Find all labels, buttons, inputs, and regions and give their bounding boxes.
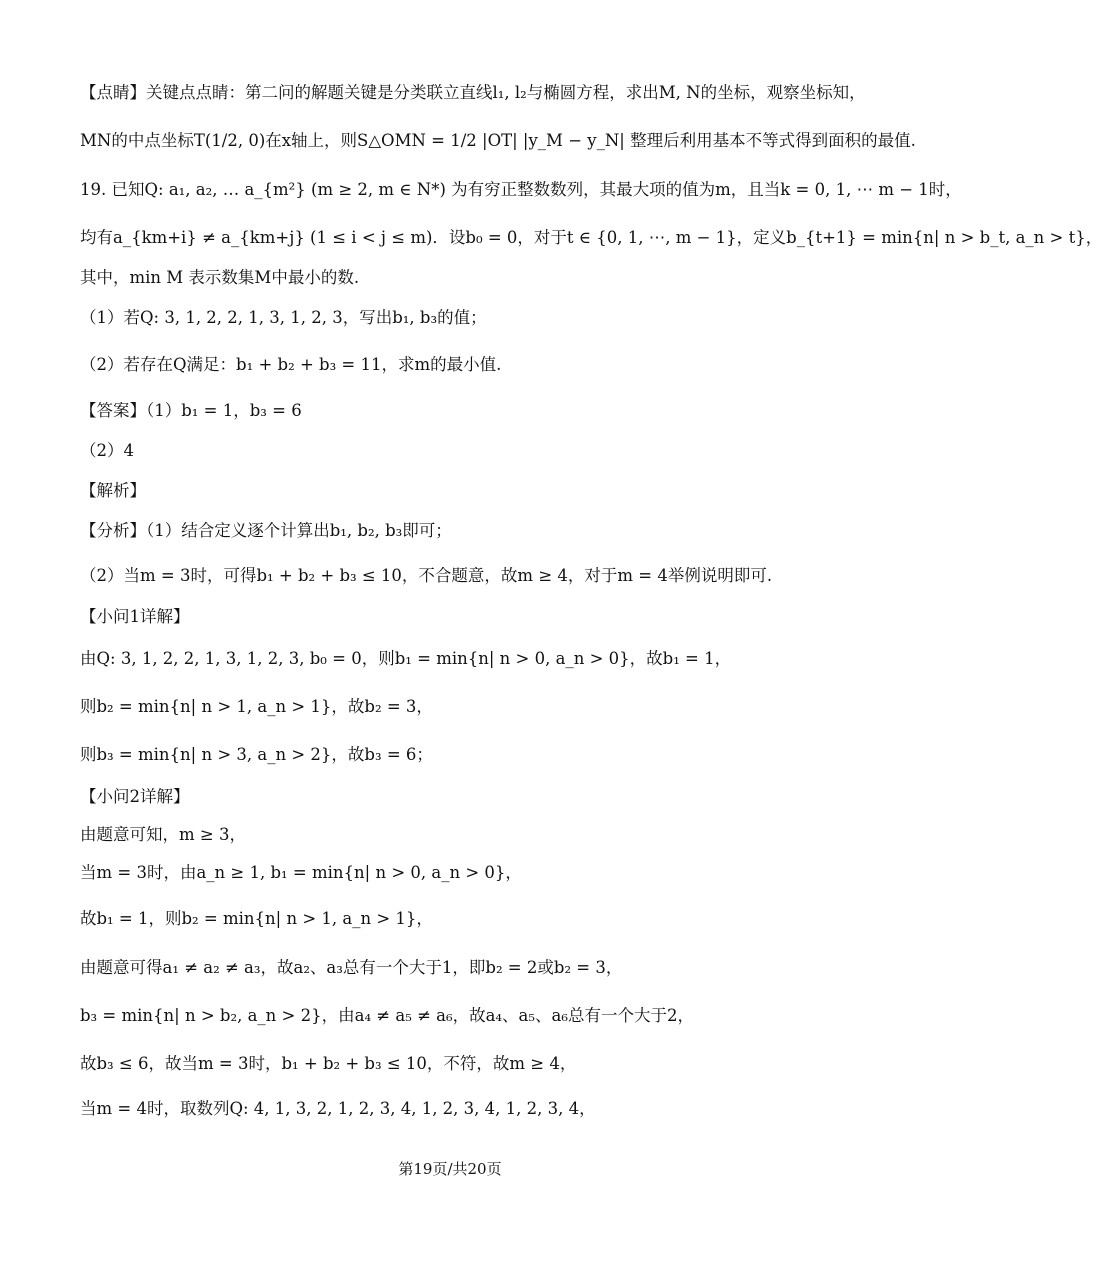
text-line-23: 故b₃ ≤ 6，故当m = 3时，b₁ + b₂ + b₃ ≤ 10，不符，故m ≥ 4，	[80, 1054, 577, 1073]
text-line-5: 其中，min M 表示数集M中最小的数.	[80, 268, 360, 287]
text-line-14: 由Q: 3, 1, 2, 2, 1, 3, 1, 2, 3, b₀ = 0，则b₁ = min{n| n > 0, a_n > 0}，故b₁ = 1，	[80, 649, 732, 668]
text-line-7: （2）若存在Q满足：b₁ + b₂ + b₃ = 11，求m的最小值.	[80, 355, 502, 374]
text-line-15: 则b₂ = min{n| n > 1, a_n > 1}，故b₂ = 3，	[80, 697, 433, 716]
text-line-21: 由题意可得a₁ ≠ a₂ ≠ a₃，故a₂、a₃总有一个大于1，即b₂ = 2或b₂ = 3，	[80, 958, 623, 977]
text-line-1: 【点睛】关键点点睛：第二问的解题关键是分类联立直线l₁, l₂与椭圆方程，求出M, N的坐标，观察坐标知，	[80, 83, 866, 102]
text-line-3: 19. 已知Q: a₁, a₂, … a_{m²} (m ≥ 2, m ∈ N*) 为有穷正整数数列，其最大项的值为m，且当k = 0, 1, ⋯ m − 1时，	[80, 180, 962, 199]
subsection-2-heading: 【小问2详解】	[80, 787, 190, 806]
text-line-18: 由题意可知，m ≥ 3，	[80, 825, 246, 844]
text-line-12: （2）当m = 3时，可得b₁ + b₂ + b₃ ≤ 10，不合题意，故m ≥ 4，对于m = 4举例说明即可.	[80, 566, 773, 585]
text-line-20: 故b₁ = 1，则b₂ = min{n| n > 1, a_n > 1}，	[80, 909, 433, 928]
text-line-4: 均有a_{km+i} ≠ a_{km+j} (1 ≤ i < j ≤ m)．设b₀ = 0，对于t ∈ {0, 1, ⋯, m − 1}，定义b_{t+1} = min{n| n > b_t, a_n > t}，	[80, 228, 1102, 247]
text-line-19: 当m = 3时，由a_n ≥ 1, b₁ = min{n| n > 0, a_n > 0}，	[80, 863, 522, 882]
text-line-9: （2）4	[80, 441, 134, 460]
text-line-11: 【分析】（1）结合定义逐个计算出b₁, b₂, b₃即可；	[80, 521, 452, 540]
answer-heading: 【答案】（1）b₁ = 1，b₃ = 6	[80, 401, 302, 420]
text-line-16: 则b₃ = min{n| n > 3, a_n > 2}，故b₃ = 6；	[80, 745, 433, 764]
page-footer: 第19页/共20页	[398, 1160, 502, 1178]
text-line-6: （1）若Q: 3, 1, 2, 2, 1, 3, 1, 2, 3，写出b₁, b₃的值；	[80, 308, 487, 327]
analysis-heading: 【解析】	[80, 481, 146, 500]
text-line-2: MN的中点坐标T(1/2, 0)在x轴上，则S△OMN = 1/2 |OT| |y_M − y_N| 整理后利用基本不等式得到面积的最值.	[80, 131, 916, 150]
subsection-1-heading: 【小问1详解】	[80, 607, 190, 626]
text-line-24: 当m = 4时，取数列Q: 4, 1, 3, 2, 1, 2, 3, 4, 1, 2, 3, 4, 1, 2, 3, 4，	[80, 1099, 596, 1118]
text-line-22: b₃ = min{n| n > b₂, a_n > 2}，由a₄ ≠ a₅ ≠ a₆，故a₄、a₅、a₆总有一个大于2，	[80, 1006, 694, 1025]
